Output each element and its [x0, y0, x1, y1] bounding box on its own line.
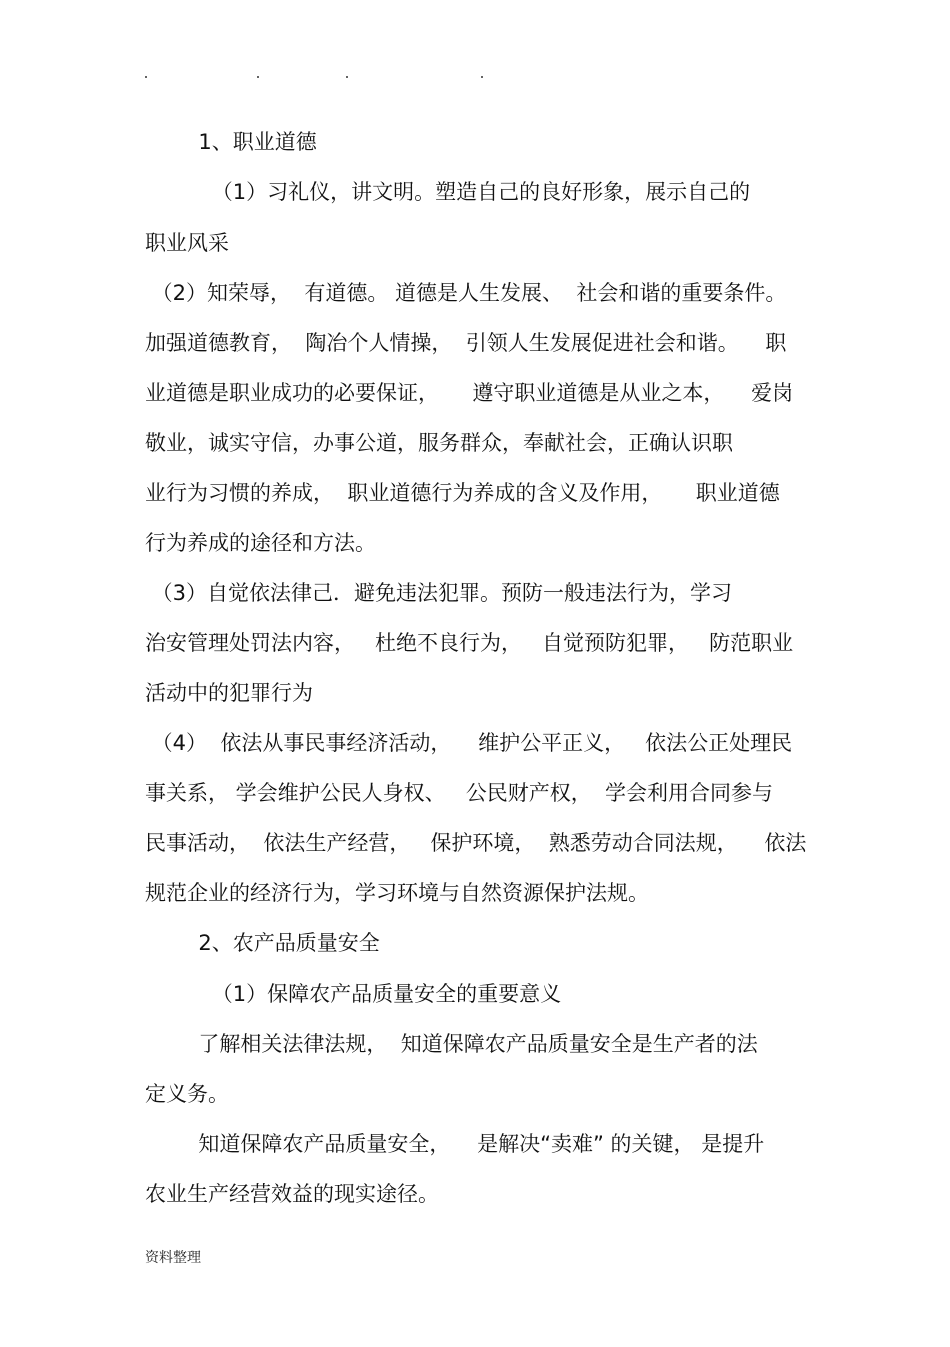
header-dot	[257, 76, 259, 78]
text-line: 1、职业道德	[145, 130, 317, 154]
text-line: 业道德是职业成功的必要保证， 遵守职业道德是从业之本， 爱岗	[145, 381, 794, 405]
text-line: （4） 依法从事民事经济活动， 维护公平正义， 依法公正处理民	[145, 731, 793, 755]
text-line: 业行为习惯的养成， 职业道德行为养成的含义及作用， 职业道德	[145, 481, 780, 505]
text-line: 治安管理处罚法内容， 杜绝不良行为， 自觉预防犯罪， 防范职业	[145, 631, 794, 655]
text-line: 活动中的犯罪行为	[145, 681, 313, 705]
text-line: （1）习礼仪，讲文明。塑造自己的良好形象，展示自己的	[145, 180, 751, 204]
text-line: （2）知荣辱， 有道德。 道德是人生发展、 社会和谐的重要条件。	[145, 281, 787, 305]
header-dot	[481, 76, 483, 78]
text-line: 职业风采	[145, 231, 229, 255]
header-dots	[0, 76, 950, 86]
text-line: 行为养成的途径和方法。	[145, 531, 376, 555]
text-line: （1）保障农产品质量安全的重要意义	[145, 982, 562, 1006]
text-line: 了解相关法律法规， 知道保障农产品质量安全是生产者的法	[145, 1032, 758, 1056]
text-line: 农业生产经营效益的现实途径。	[145, 1182, 439, 1206]
text-line: 事关系， 学会维护公民人身权、 公民财产权， 学会利用合同参与	[145, 781, 774, 805]
text-line: 定义务。	[145, 1082, 229, 1106]
text-line: 敬业，诚实守信，办事公道，服务群众，奉献社会，正确认识职	[145, 431, 733, 455]
text-line: 民事活动， 依法生产经营， 保护环境， 熟悉劳动合同法规， 依法	[145, 831, 807, 855]
header-dot	[145, 76, 147, 78]
header-dot	[346, 76, 348, 78]
text-line: 加强道德教育， 陶冶个人情操， 引领人生发展促进社会和谐。 职	[145, 331, 787, 355]
text-line: 知道保障农产品质量安全， 是解决“卖难” 的关键， 是提升	[145, 1132, 765, 1156]
text-line: 2、农产品质量安全	[145, 931, 380, 955]
page-footer: 资料整理	[145, 1250, 201, 1266]
text-line: （3）自觉依法律己．避免违法犯罪。预防一般违法行为，学习	[145, 581, 733, 605]
text-line: 规范企业的经济行为，学习环境与自然资源保护法规。	[145, 881, 649, 905]
